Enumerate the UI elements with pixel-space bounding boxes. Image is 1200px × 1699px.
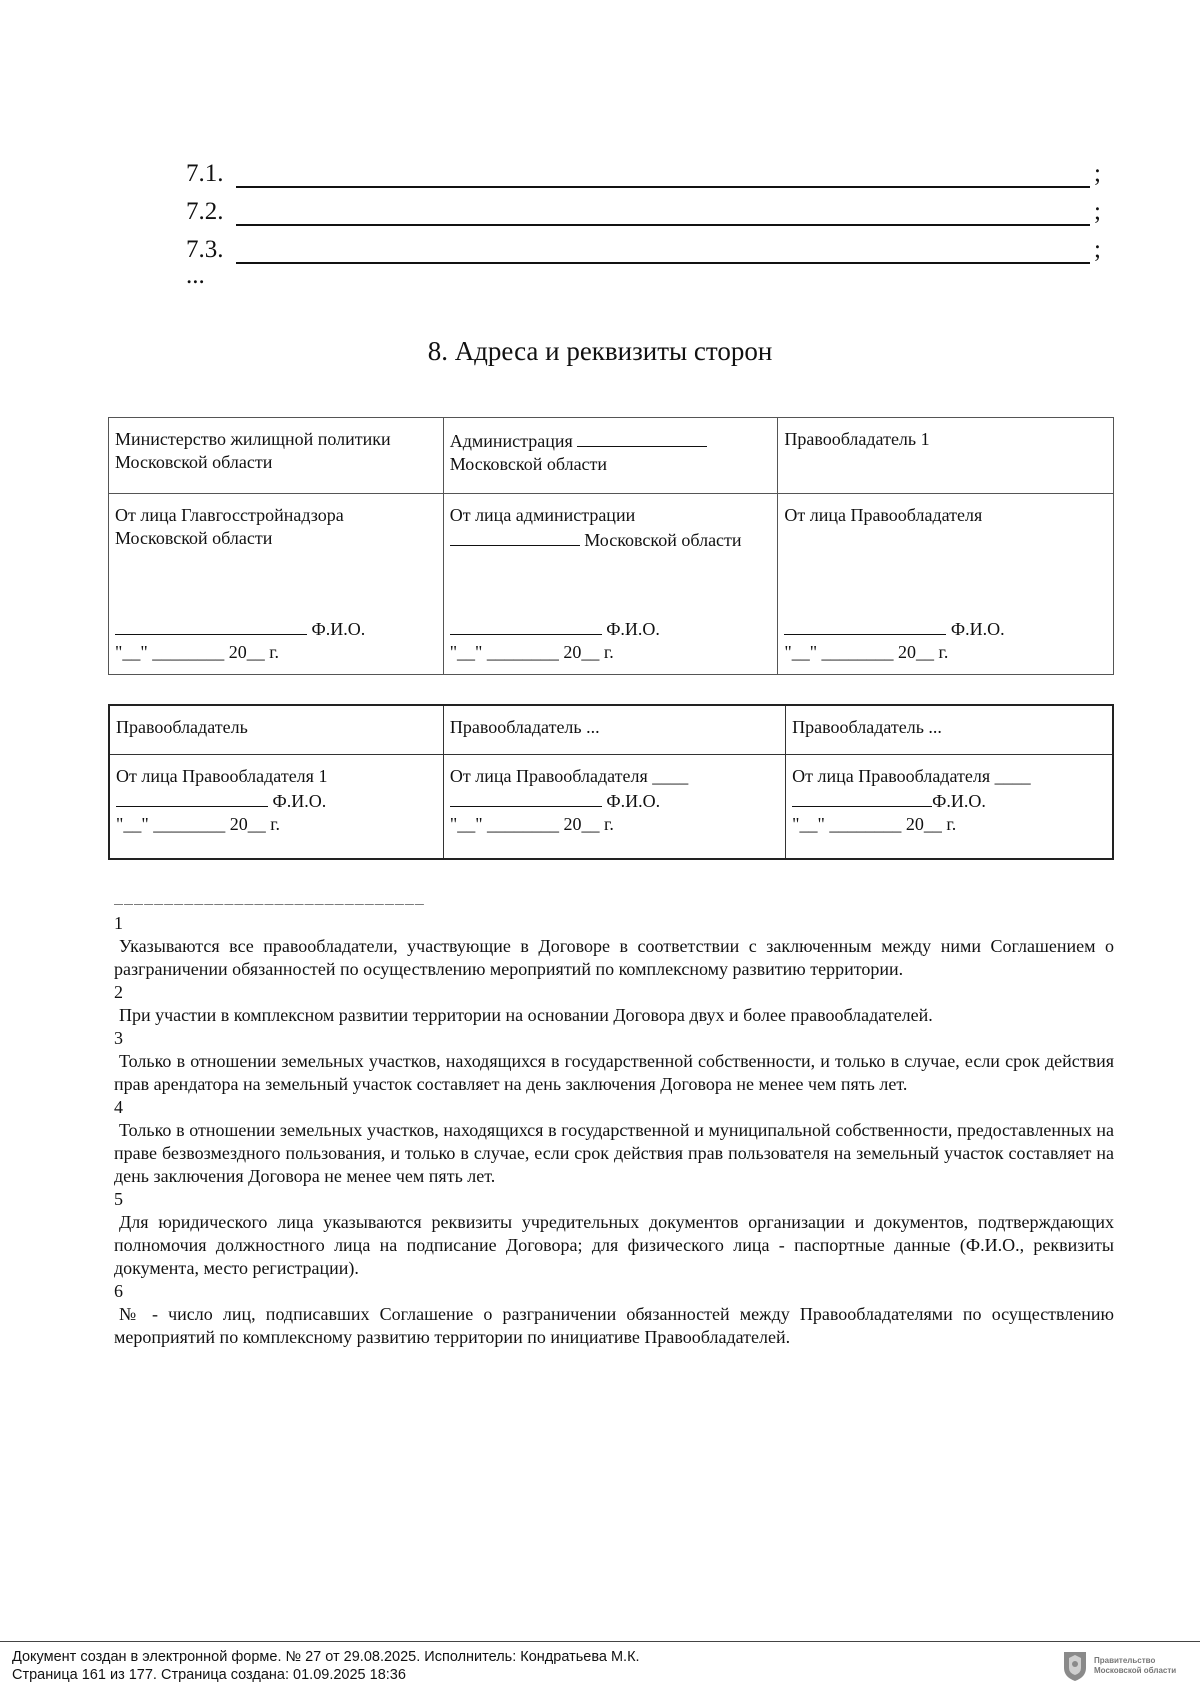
signature-cell-owner-n: От лица Правообладателя ____ Ф.И.О. "__" ________ 20__ г.	[443, 754, 785, 859]
parties-table-1	[108, 417, 1114, 675]
footnote	[114, 1280, 1114, 1349]
clause-list	[186, 150, 1106, 294]
signature-line	[792, 788, 932, 807]
footnote-text: Указываются все правообладатели, участвующие в Договоре в соответствии с заключенным между ними Соглашением о разграничении обязанностей по осуществлению мероприятий по комплексному развитию территории.	[114, 936, 1114, 979]
parties-table-2	[108, 704, 1114, 860]
signature-line	[116, 788, 268, 807]
footnote	[114, 1096, 1114, 1188]
date-line: "__" ________ 20__ г.	[792, 813, 957, 834]
footnote	[114, 912, 1114, 981]
footnote-number: 4	[114, 1097, 123, 1117]
signature-line	[450, 616, 602, 635]
signature-line	[450, 788, 602, 807]
footnote-text: Только в отношении земельных участков, находящихся в государственной собственности, и только в случае, если срок действия прав арендатора на земельный участок составляет на день заключения Договора не менее чем пять лет.	[114, 1051, 1114, 1094]
footnote-text: № - число лиц, подписавших Соглашение о разграничении обязанностей между Правообладателями по осуществлению мероприятий по комплексному развитию территории по инициативе Правообладателей.	[114, 1304, 1114, 1347]
clause-ellipsis: ...	[186, 262, 205, 289]
date-line: "__" ________ 20__ г.	[449, 642, 614, 662]
footnote	[114, 1188, 1114, 1280]
footnote	[114, 981, 1114, 1027]
clause-7-1	[186, 150, 1106, 188]
signature-line	[115, 616, 307, 635]
blank-line	[577, 428, 707, 447]
footnote-number: 2	[114, 982, 123, 1002]
party-owner-n-header: Правообладатель ...	[443, 705, 785, 754]
party-owner1-header: Правообладатель 1	[778, 418, 1114, 494]
clause-number: 7.3.	[186, 236, 224, 263]
fill-in-line	[236, 238, 1090, 264]
date-line: "__" ________ 20__ г.	[784, 642, 949, 662]
party-administration-header: Администрация Московской области	[443, 418, 778, 494]
footnote-text: При участии в комплексном развитии территории на основании Договора двух и более правообладателей.	[119, 1005, 933, 1025]
section-title: 8. Адреса и реквизиты сторон	[427, 336, 773, 366]
government-logo	[1062, 1650, 1176, 1682]
document-footer	[0, 1641, 1200, 1699]
party-owner-n-header: Правообладатель ...	[786, 705, 1113, 754]
footnote-text: Для юридического лица указываются реквизиты учредительных документов организации и документов, подтверждающих полномочия должностного лица на подписание Договора; для физического лица - паспортные данные (Ф.И.О., реквизиты документа, место регистрации).	[114, 1212, 1114, 1278]
signature-cell-ministry: От лица Главгосстройнадзора Московской области Ф.И.О. "__" ________ 20__ г.	[109, 494, 444, 675]
footnote-separator: _______________________________	[114, 887, 425, 905]
clause-number: 7.2.	[186, 198, 224, 225]
signature-line	[784, 616, 946, 635]
fill-in-line	[236, 200, 1090, 226]
party-ministry-header: Министерство жилищной политики Московской области	[109, 418, 444, 494]
signature-cell-owner-n: От лица Правообладателя ____ Ф.И.О. "__" ________ 20__ г.	[786, 754, 1113, 859]
footnote-number: 5	[114, 1189, 123, 1209]
logo-text: Правительство Московской области	[1094, 1656, 1177, 1675]
date-line: "__" ________ 20__ г.	[116, 813, 281, 834]
footnote-text: Только в отношении земельных участков, находящихся в государственной и муниципальной собственности, предоставленных на праве безвозмездного пользования, и только в случае, если срок действия прав пользователя на земельный участок составляет на день заключения Договора не менее чем пять лет.	[114, 1120, 1114, 1186]
coat-of-arms-icon	[1062, 1650, 1088, 1682]
party-owner-header: Правообладатель	[109, 705, 443, 754]
footnote	[114, 1027, 1114, 1096]
footer-line-2: Страница 161 из 177. Страница создана: 01.09.2025 18:36	[12, 1667, 406, 1683]
date-line: "__" ________ 20__ г.	[115, 642, 280, 662]
signature-cell-administration: От лица администрации Московской области Ф.И.О. "__" ________ 20__ г.	[443, 494, 778, 675]
footer-line-1: Документ создан в электронной форме. № 27 от 29.08.2025. Исполнитель: Кондратьева М.К.	[12, 1649, 640, 1665]
blank-line	[450, 527, 580, 546]
footer-text	[12, 1648, 640, 1684]
footnote-number: 1	[114, 913, 123, 933]
signature-cell-owner1: От лица Правообладателя Ф.И.О. "__" ________ 20__ г.	[778, 494, 1114, 675]
signature-cell-owner: От лица Правообладателя 1 Ф.И.О. "__" ________ 20__ г.	[109, 754, 443, 859]
clause-7-3	[186, 226, 1106, 264]
date-line: "__" ________ 20__ г.	[449, 813, 614, 834]
footnotes	[114, 885, 1114, 1349]
footnote-number: 6	[114, 1281, 123, 1301]
clause-number: 7.1.	[186, 160, 224, 187]
clause-end: ;	[1094, 160, 1101, 187]
clause-7-2	[186, 188, 1106, 226]
clause-end: ;	[1094, 236, 1101, 263]
footnote-number: 3	[114, 1028, 123, 1048]
fill-in-line	[236, 162, 1090, 188]
clause-end: ;	[1094, 198, 1101, 225]
